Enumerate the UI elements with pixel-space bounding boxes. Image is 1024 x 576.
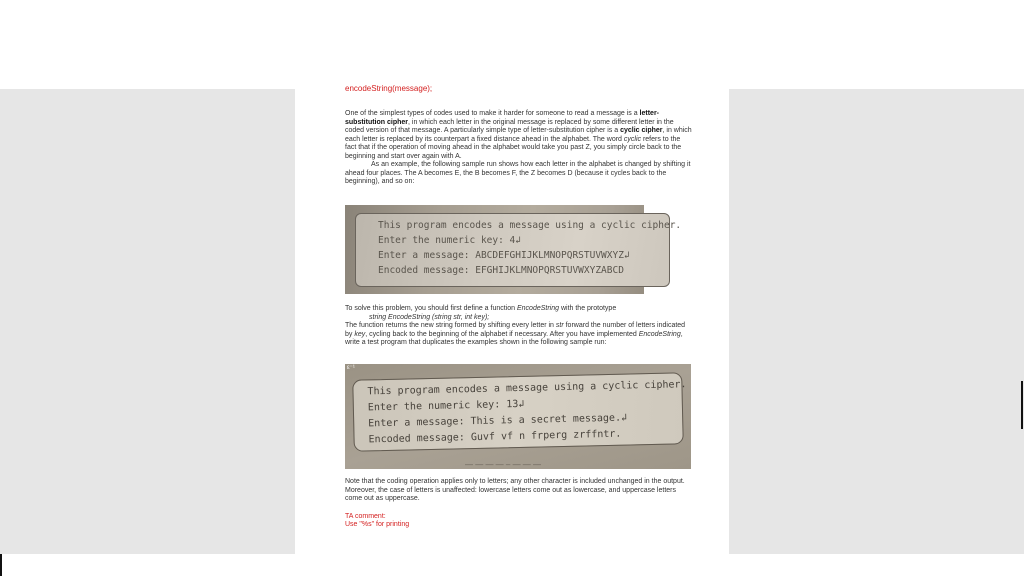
photo-2-panel <box>352 372 687 451</box>
sample2-line4: Encoded message: Guvf vf n frperg zrffntr. <box>368 428 622 446</box>
solve-text-2: with the prototype <box>559 305 617 312</box>
fn-encodestring-2: EncodeString <box>638 330 681 338</box>
example-paragraph: As an example, the following sample run shows how each letter in the alphabet is changed by shifting it ahead four places. The A becomes E, the B becomes F, the Z becomes D (because it cycles back to the beginning), and so on: <box>345 161 691 185</box>
text-cursor-left <box>0 554 2 576</box>
solve-text-4: forward the number of letters indicated by <box>345 322 686 338</box>
sample2-line2: Enter the numeric key: 13↲ <box>367 398 525 414</box>
photo-2-bottom-text: — — — — ‒ — — — <box>465 460 542 469</box>
bottom-blank-area <box>0 554 1024 576</box>
sample1-line2: Enter the numeric key: 4↲ <box>378 235 521 246</box>
solve-text-3: The function returns the new string formed by shifting every letter in <box>345 322 556 329</box>
photo-2-corner-mark: ε⁻¹ <box>347 365 355 371</box>
sample1-line3: Enter a message: ABCDEFGHIJKLMNOPQRSTUVWXYZ↲ <box>378 250 630 261</box>
param-str: str <box>555 322 564 329</box>
ta-comment-text: Use "%s" for printing <box>345 521 410 528</box>
intro-text-4: refers to the fact that if the operation of moving ahead in the alphabet would take you past Z, you simply circle back to the beginning and start over again with A. <box>345 135 682 160</box>
fn-encodestring: EncodeString <box>516 305 560 312</box>
intro-paragraph <box>345 110 693 187</box>
intro-text-1: One of the simplest types of codes used to make it harder for someone to read a message is a <box>345 110 640 117</box>
document-page <box>295 84 729 554</box>
text-cursor-right <box>1021 381 1023 429</box>
term-cyclic-cipher: cyclic cipher <box>620 127 663 134</box>
intro-text-3: , in which each letter is replaced by its counterpart a fixed distance ahead in the alphabet. The word <box>345 127 692 143</box>
solve-text-1: To solve this problem, you should first define a function <box>345 305 517 312</box>
top-blank-area <box>0 0 1024 89</box>
param-key: key <box>354 330 366 338</box>
solve-paragraph <box>345 305 693 348</box>
sample2-line3: Enter a message: This is a secret message.↲ <box>368 412 628 430</box>
sample-run-photo-2 <box>345 364 691 469</box>
solve-text-6: , write a test program that duplicates the examples shown in the following sample run: <box>345 330 683 346</box>
sample1-line4: Encoded message: EFGHIJKLMNOPQRSTUVWXYZABCD <box>378 265 624 276</box>
sample1-line1: This program encodes a message using a cyclic cipher. <box>378 220 682 231</box>
photo-1-panel <box>355 213 682 287</box>
note-paragraph: Note that the coding operation applies only to letters; any other character is included unchanged in the output. Moreover, the case of letters is unaffected: lowercase letters come out as lowercase, and uppercase letters come out as uppercase. <box>345 478 685 502</box>
left-margin-gray <box>0 89 295 554</box>
term-letter-substitution: letter-substitution cipher <box>345 110 659 126</box>
sample2-line1: This program encodes a message using a cyclic cipher. <box>367 379 687 398</box>
function-prototype: string EncodeString (string str, int key); <box>369 313 490 321</box>
cut-off-heading: encodeString(message); <box>345 84 433 93</box>
ta-comment-label: TA comment: <box>345 513 386 520</box>
word-cyclic: cyclic <box>623 135 642 143</box>
intro-text-2: , in which each letter in the original message is replaced by some different letter in the coded version of that message. A particularly simple type of letter-substitution cipher is a <box>345 118 674 134</box>
solve-text-5: , cycling back to the beginning of the alphabet if necessary. After you have implemented <box>365 330 639 338</box>
right-margin-gray <box>729 89 1024 554</box>
sample-run-photo-1 <box>345 205 682 294</box>
